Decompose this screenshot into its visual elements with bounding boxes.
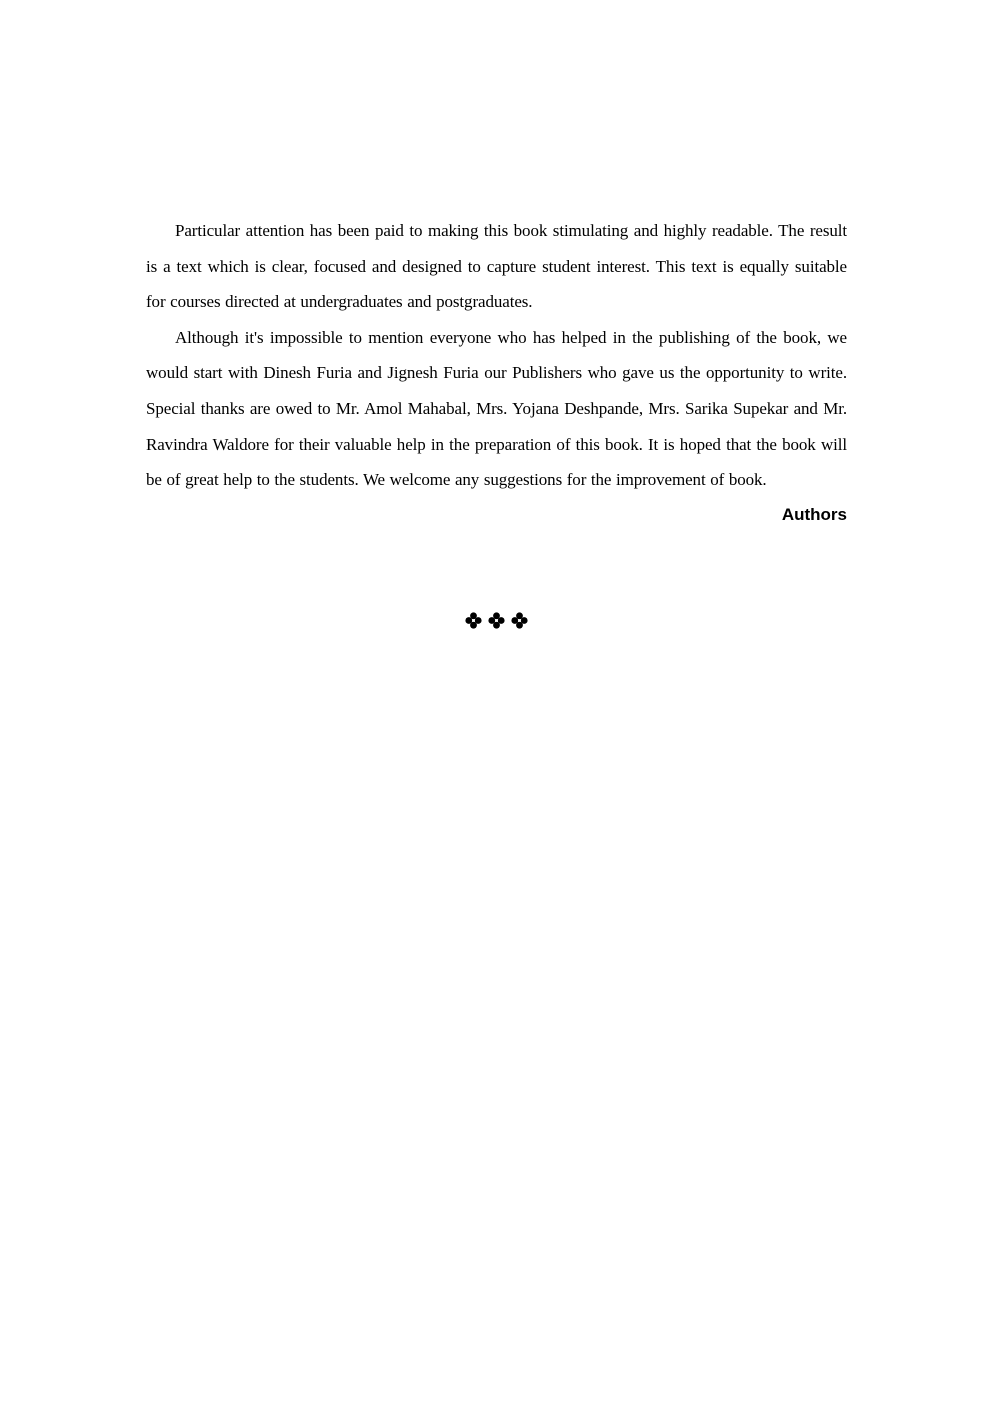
section-end-ornaments xyxy=(0,612,992,629)
four-petal-flower-icon xyxy=(465,612,482,629)
signature-authors: Authors xyxy=(781,504,847,524)
preface-body xyxy=(146,213,847,525)
paragraph-acknowledgements: Although it's impossible to mention everyone who has helped in the publishing of the book, we would start with Dinesh Furia and Jignesh Furia our Publishers who gave us the opportunity to write. Special thanks are owed to Mr. Amol Mahabal, Mrs. Yojana Deshpande, Mrs. Sarika Supekar and Mr. Ravindra Waldore for their valuable help in the preparation of this book. It is hoped that the book will be of great help to the students. We welcome any suggestions for the improvement of book. xyxy=(146,327,847,490)
four-petal-flower-icon xyxy=(511,612,528,629)
paragraph-readability: Particular attention has been paid to making this book stimulating and highly readable. The result is a text which is clear, focused and designed to capture student interest. This text is equally suitable for courses directed at undergraduates and postgraduates. xyxy=(146,221,847,312)
four-petal-flower-icon xyxy=(488,612,505,629)
